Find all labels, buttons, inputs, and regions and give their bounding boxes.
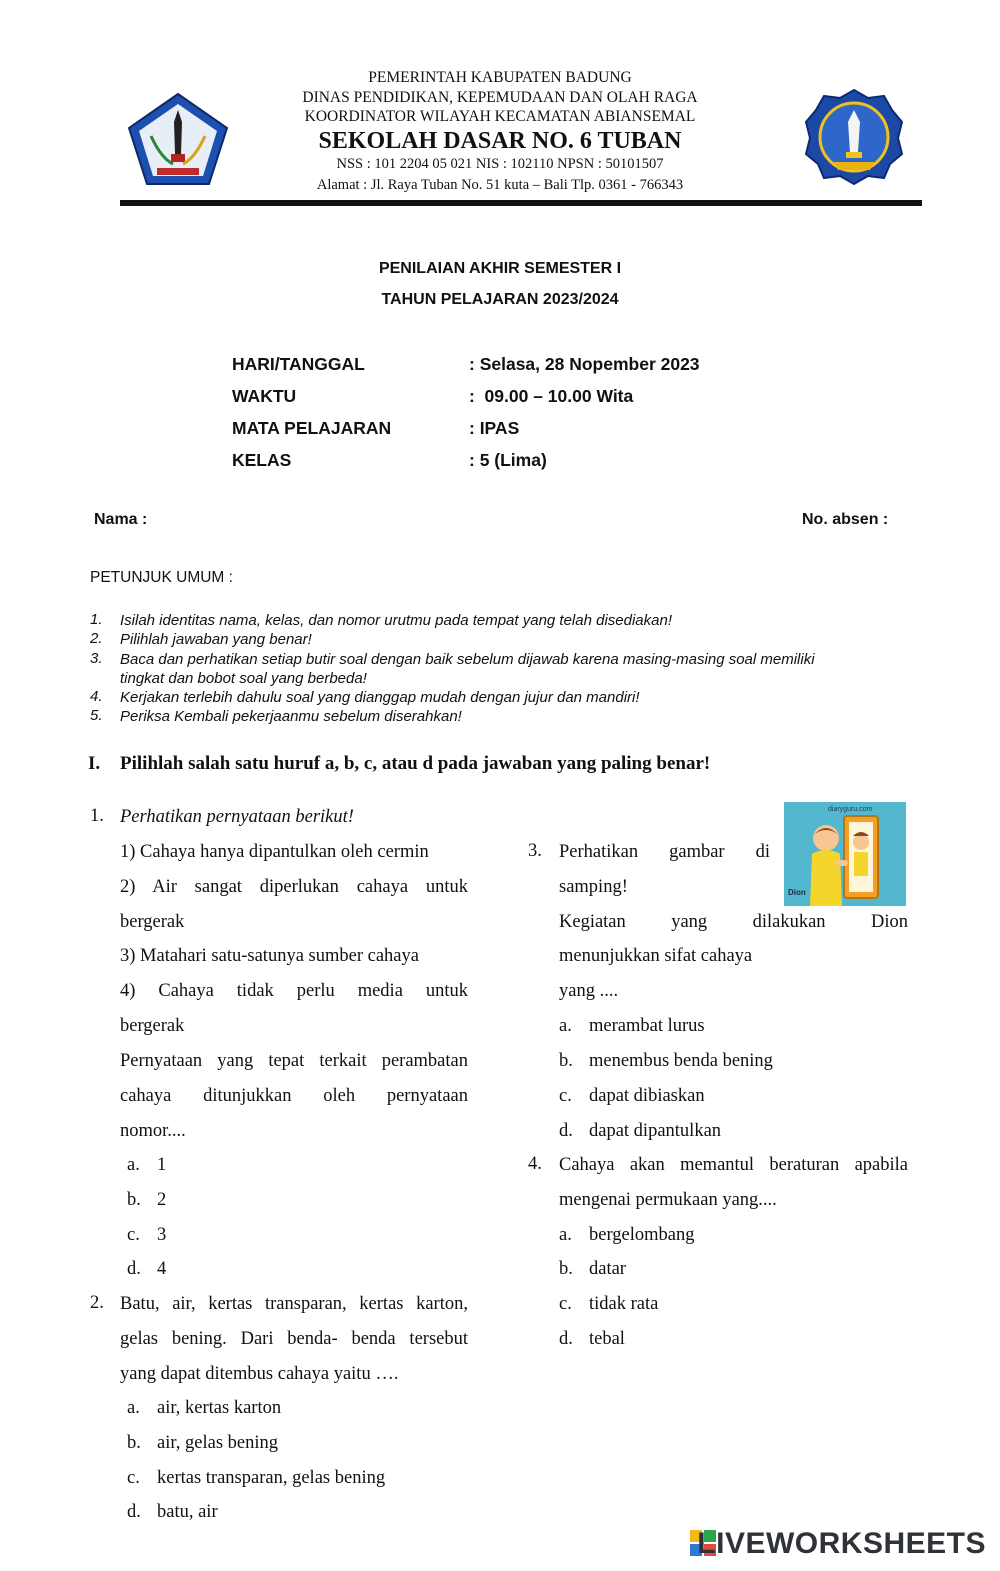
q2-line-2: gelas bening. Dari benda- benda tersebut [120,1329,468,1349]
guide-heading: PETUNJUK UMUM : [90,569,233,586]
q3-option-d[interactable]: dapat dipantulkan [589,1121,722,1141]
exam-title: PENILAIAN AKHIR SEMESTER I [378,260,622,277]
guide-item-2: Pilihlah jawaban yang benar! [120,631,312,648]
q3-option-b-letter: b. [559,1051,573,1071]
q4-option-d-letter: d. [559,1329,573,1349]
q4-option-d[interactable]: tebal [589,1329,625,1349]
guide-item-1: Isilah identitas nama, kelas, dan nomor urutmu pada tempat yang telah disediakan! [120,612,672,629]
q1-statement-2: 2) Air sangat diperlukan cahaya untuk [120,877,468,897]
guide-num-1: 1. [90,611,103,628]
q4-option-b[interactable]: datar [589,1259,626,1279]
q2-option-c[interactable]: kertas transparan, gelas bening [157,1468,386,1488]
q4-option-a-letter: a. [559,1225,572,1245]
q3-option-a-letter: a. [559,1016,572,1036]
q1-option-a-letter: a. [127,1155,140,1175]
q1-option-a[interactable]: 1 [157,1155,167,1175]
q1-statement-1: 1) Cahaya hanya dipantulkan oleh cermin [120,842,429,862]
student-name-label: Nama : [94,511,148,528]
q3-line-1: Perhatikan gambar di [559,842,770,862]
q1-option-b[interactable]: 2 [157,1190,167,1210]
q2-option-b[interactable]: air, gelas bening [157,1433,279,1453]
q2-number: 2. [90,1293,104,1313]
info-class-label: KELAS [232,450,292,470]
q3-option-c-letter: c. [559,1086,572,1106]
guide-num-5: 5. [90,707,103,724]
q2-option-a[interactable]: air, kertas karton [157,1398,282,1418]
section-number: I. [88,753,101,774]
info-date-label: HARI/TANGGAL [232,354,365,374]
q2-option-d-letter: d. [127,1502,141,1522]
q1-number: 1. [90,806,104,826]
q3-mirror-illustration [784,802,906,906]
liveworksheets-watermark: LIVEWORKSHEETS [697,1527,986,1560]
q3-line-5: yang .... [559,981,619,1001]
header-address: Alamat : Jl. Raya Tuban No. 51 kuta – Bali Tlp. 0361 - 766343 [316,177,684,193]
q3-option-c[interactable]: dapat dibiaskan [589,1086,705,1106]
header-school-ids: NSS : 101 2204 05 021 NIS : 102110 NPSN : 50101507 [336,156,664,172]
q3-option-b[interactable]: menembus benda bening [589,1051,773,1071]
q3-option-a[interactable]: merambat lurus [589,1016,705,1036]
q3-image-site: diaryguru.com [828,806,873,813]
guide-num-3: 3. [90,650,103,667]
exam-year: TAHUN PELAJARAN 2023/2024 [381,291,619,308]
q1-prompt-3: nomor.... [120,1121,186,1141]
letterhead-divider [120,200,922,206]
q1-prompt-1: Pernyataan yang tepat terkait perambatan [120,1051,468,1071]
q2-option-c-letter: c. [127,1468,140,1488]
q2-option-d[interactable]: batu, air [157,1502,218,1522]
q1-statement-4-cont: bergerak [120,1016,185,1036]
q3-line-2: samping! [559,877,628,897]
q1-statement-2-cont: bergerak [120,912,185,932]
q3-number: 3. [528,841,542,861]
q4-option-a[interactable]: bergelombang [589,1225,695,1245]
q1-option-d-letter: d. [127,1259,141,1279]
guide-item-5: Periksa Kembali pekerjaanmu sebelum diserahkan! [120,708,462,725]
guide-num-2: 2. [90,630,103,647]
info-class-value: : 5 (Lima) [469,450,547,470]
info-subject-label: MATA PELAJARAN [232,418,392,438]
q4-option-c-letter: c. [559,1294,572,1314]
section-instruction: Pilihlah salah satu huruf a, b, c, atau d pada jawaban yang paling benar! [120,753,711,774]
q1-option-c[interactable]: 3 [157,1225,167,1245]
q1-statement-3: 3) Matahari satu-satunya sumber cahaya [120,946,419,966]
guide-item-3: Baca dan perhatikan setiap butir soal dengan baik sebelum dijawab karena masing-masing soal memiliki [120,651,815,668]
info-date-value: : Selasa, 28 Nopember 2023 [469,354,700,374]
guide-num-4: 4. [90,688,103,705]
header-school-name: SEKOLAH DASAR NO. 6 TUBAN [318,128,682,154]
student-absen-label: No. absen : [802,511,889,528]
info-time-label: WAKTU [232,386,297,406]
q1-option-d[interactable]: 4 [157,1259,167,1279]
q1-statement-4: 4) Cahaya tidak perlu media untuk [120,981,468,1001]
q4-line-2: mengenai permukaan yang.... [559,1190,777,1210]
q4-option-b-letter: b. [559,1259,573,1279]
q3-option-d-letter: d. [559,1121,573,1141]
guide-item-3-cont: tingkat dan bobot soal yang berbeda! [120,670,367,687]
info-time-value: : 09.00 – 10.00 Wita [469,386,634,406]
q4-line-1: Cahaya akan memantul beraturan apabila [559,1155,908,1175]
q2-option-a-letter: a. [127,1398,140,1418]
header-coordinator: KOORDINATOR WILAYAH KECAMATAN ABIANSEMAL [304,108,696,125]
q1-option-b-letter: b. [127,1190,141,1210]
q4-number: 4. [528,1154,542,1174]
q3-line-3: Kegiatan yang dilakukan Dion [559,912,908,932]
q1-option-c-letter: c. [127,1225,140,1245]
q2-line-1: Batu, air, kertas transparan, kertas karton, [120,1294,468,1314]
q3-image-name: Dion [788,888,806,897]
guide-item-4: Kerjakan terlebih dahulu soal yang dianggap mudah dengan jujur dan mandiri! [120,689,640,706]
q2-line-3: yang dapat ditembus cahaya yaitu …. [120,1364,399,1384]
header-government: PEMERINTAH KABUPATEN BADUNG [368,69,632,86]
q4-option-c[interactable]: tidak rata [589,1294,659,1314]
q1-prompt-2: cahaya ditunjukkan oleh pernyataan [120,1086,468,1106]
header-department: DINAS PENDIDIKAN, KEPEMUDAAN DAN OLAH RAGA [302,89,698,106]
q2-option-b-letter: b. [127,1433,141,1453]
info-subject-value: : IPAS [469,418,520,438]
q1-intro: Perhatikan pernyataan berikut! [120,807,354,827]
q3-line-4: menunjukkan sifat cahaya [559,946,753,966]
